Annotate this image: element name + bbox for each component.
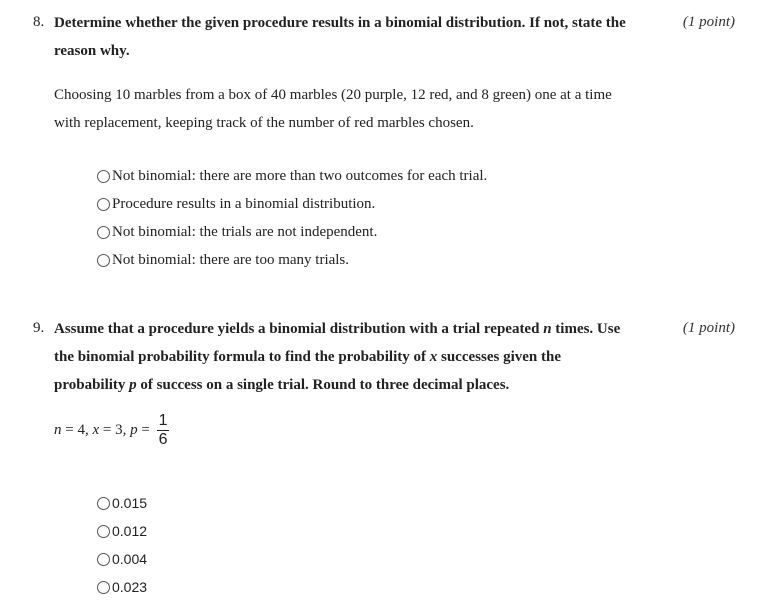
answer-option[interactable]: 0.023 <box>97 576 147 598</box>
radio-button[interactable] <box>97 553 110 566</box>
question-body: Choosing 10 marbles from a box of 40 marbles (20 purple, 12 red, and 8 green) one at a time with replacement, keeping track of the number of red marbles chosen. <box>54 87 612 131</box>
radio-button[interactable] <box>97 254 110 267</box>
points-label: (1 point) <box>682 320 735 336</box>
radio-button[interactable] <box>97 226 110 239</box>
answer-option[interactable]: 0.015 <box>97 492 147 514</box>
radio-button[interactable] <box>97 581 110 594</box>
answer-option[interactable]: Not binomial: the trials are not independent. <box>97 221 377 243</box>
answer-option[interactable]: Not binomial: there are too many trials. <box>97 249 349 271</box>
fraction: $\frac{1}{6}$ <box>158 412 168 448</box>
question-number: 8. <box>33 14 45 30</box>
answer-option[interactable]: 0.004 <box>97 548 147 570</box>
points-label: (1 point) <box>682 14 735 30</box>
radio-button[interactable] <box>97 497 110 510</box>
radio-button[interactable] <box>97 198 110 211</box>
radio-button[interactable] <box>97 525 110 538</box>
question-prompt: Determine whether the given procedure results in a binomial distribution. If not, state the reason why. <box>54 15 626 59</box>
question-prompt: Assume that a procedure yields a binomial distribution with a trial repeated n times. Use the binomial probability formula to find the probability of x successes given the probability p of success on a single trial. Round to three decimal places. <box>54 321 621 393</box>
radio-button[interactable] <box>97 170 110 183</box>
given-values: n = 4, x = 3, p = $\frac{1}{6}$ <box>54 412 168 448</box>
question-number: 9. <box>33 320 45 336</box>
answer-option[interactable]: 0.012 <box>97 520 147 542</box>
answer-option[interactable]: Procedure results in a binomial distribution. <box>97 193 375 215</box>
answer-option[interactable]: Not binomial: there are more than two outcomes for each trial. <box>97 165 487 187</box>
